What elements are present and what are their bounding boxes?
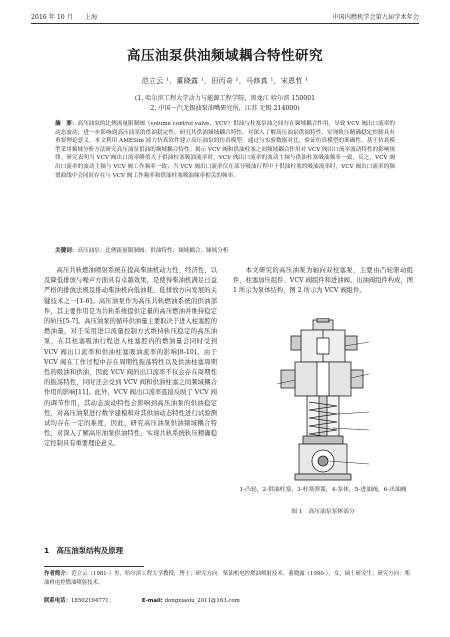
contact-label: 联系电话： — [44, 598, 71, 604]
header-left — [31, 12, 107, 21]
header-city: 上海 — [84, 14, 98, 21]
section-heading: 1 高压油泵结构及原理 — [44, 546, 124, 555]
header-date: 2016 年 10 月 — [31, 14, 73, 21]
abstract-label: 摘 要： — [55, 121, 78, 127]
affiliation-1: (1. 哈尔滨工程大学动力与能源工程学院，黑龙江 哈尔滨 150001 — [134, 95, 316, 102]
body-left-column — [44, 266, 217, 450]
author-footnote-text: 范立云（1981-）男，哈尔滨工程大学教授，博士；研究方向：柴油机电控燃油喷射技术。董晓露（1990-），女，硕士研究生；研究方向：柴油机电控燃油喷射技术。 — [44, 571, 410, 586]
running-header — [31, 10, 419, 24]
contact-email[interactable]: dongxiaolu_2011@163.com — [164, 598, 240, 604]
footnote-divider — [44, 566, 144, 567]
body-right-paragraph: 本文研究的高压油泵为轴向双柱塞泵，主要由凸轮驱动组件、柱塞加压组件、VCV 阀组件和进油阀、出油阀组件构成，图 1 所示为泵体结构，图 2 所示为 VCV 阀组件。 — [233, 267, 413, 295]
keywords — [55, 247, 395, 256]
pump-structure-figure — [273, 318, 383, 483]
contact-phone: 18502194771； — [70, 598, 115, 604]
keywords-label: 关键词： — [55, 248, 78, 254]
contact-footnote — [44, 597, 410, 606]
keywords-text: 高压油泵；比例流量限制阀；供油特性；频域耦合；频域分析 — [77, 248, 229, 254]
header-conference: 中国内燃机学会第九届学术年会 — [332, 14, 419, 21]
figure-caption: 图 1 高压油泵泵体部分 — [291, 509, 355, 515]
abstract — [55, 120, 395, 180]
author-footnote — [44, 570, 410, 587]
paper-title: 高压油泵供油频域耦合特性研究 — [127, 48, 323, 64]
abstract-text: 高压油泵的比例流量限制阀（volume control valve，VCV）供油与柱塞泵油之间存在频域耦合作用，导致 VCV 阀出口流率的动态波动，进一步影响到高压油泵的供油稳定性，研究其供油频域耦合特性，对深入了解高压油泵供油特性，实现轨压精确稳定控制具有重要理论意义。本文利用 AMESim 液力仿真软件建立高压油泵的仿真模型，通过与实验数据对比，验证仿真模型的准确性。基于仿真模型采用频域分析方法研究高压油泵供油的频域耦合特性。揭示 VCV 阀和供油柱塞之间频域耦合作用对 VCV 阀出口流率波动特性的影响规律。研究表明当 VCV 阀出口流率峰值大于供油柱塞吸油流率时，VCV 阀出口流率的波动主频与供油柱塞吸油频率一致，反之，VCV 阀出口流率的波动主频与 VCV 阀工作频率一致；当 VCV 阀出口流率仅在部分吸油行程中于供油柱塞的吸油流率时，VCV 阀出口流率的频谱曲线中会同时存在与 VCV 阀工作频率和供油柱塞吸油频率相关的频率。 — [55, 121, 395, 179]
author-footnote-label: 作者简介： — [44, 571, 72, 577]
figure-parts-caption: 1-凸轮，2-供油柱塞，3-柱塞弹簧，4-泵体，5-进油阀，6-出油阀 — [239, 487, 407, 493]
pump-diagram-icon — [273, 318, 383, 483]
author-list: 范立云 ¹，董晓露 ¹，田丙奇 ²，马修真 ¹，宋恩哲 ¹ — [141, 77, 309, 85]
body-paragraph: 高压共轨燃油喷射系统在提高柴油机动力性、经济性、以及降低排放与噪声方面具有卓越效果，是使得柴油机满足日益严格的排放法规及推动柴油机向低油耗、低排放方向发展的关键技术之一[1-6]。高压油泵作为高压共轨燃油系统的供油部件，其主要作用是为共轨系统提供定量的高压燃油并维持稳定的轨压[5-7]。高压油泵的循环供油量主要取决于进入柱塞腔的燃油量，对于采用进口流量控制方式维持轨压稳定的高压油泵，在其柱塞吸油行程进入柱塞腔内的燃油量会同时受到 VCV 阀出口流率和供油柱塞吸油流率的影响[8-10]。由于 VCV 阀在工作过程中存在周期性振荡特性以及供油柱塞周期性的吸油和供油，因此 VCV 阀的出口流率不仅会存在周期性的振荡特性，同时还会受到 VCV 阀和供油柱塞之间频域耦合作用的影响[11]。此外，VCV 阀出口流率直接反映了 VCV 阀的调节作用，其动态波动特性会影响到高压油泵的供油稳定性，对高压油泵进行数学建模和对其供油动态特性进行试验测试均存在一定的难度，因此，研究高压油泵供油频域耦合特性，对深入了解高压油泵供油特性，实现共轨系统轨压精确稳定控制具有重要理论意义。 — [44, 267, 217, 448]
email-label: E-mail: — [141, 598, 163, 604]
affiliation-2: 2. 中国一汽无锡油泵油嘴研究所，江苏 无锡 214000) — [150, 105, 300, 112]
